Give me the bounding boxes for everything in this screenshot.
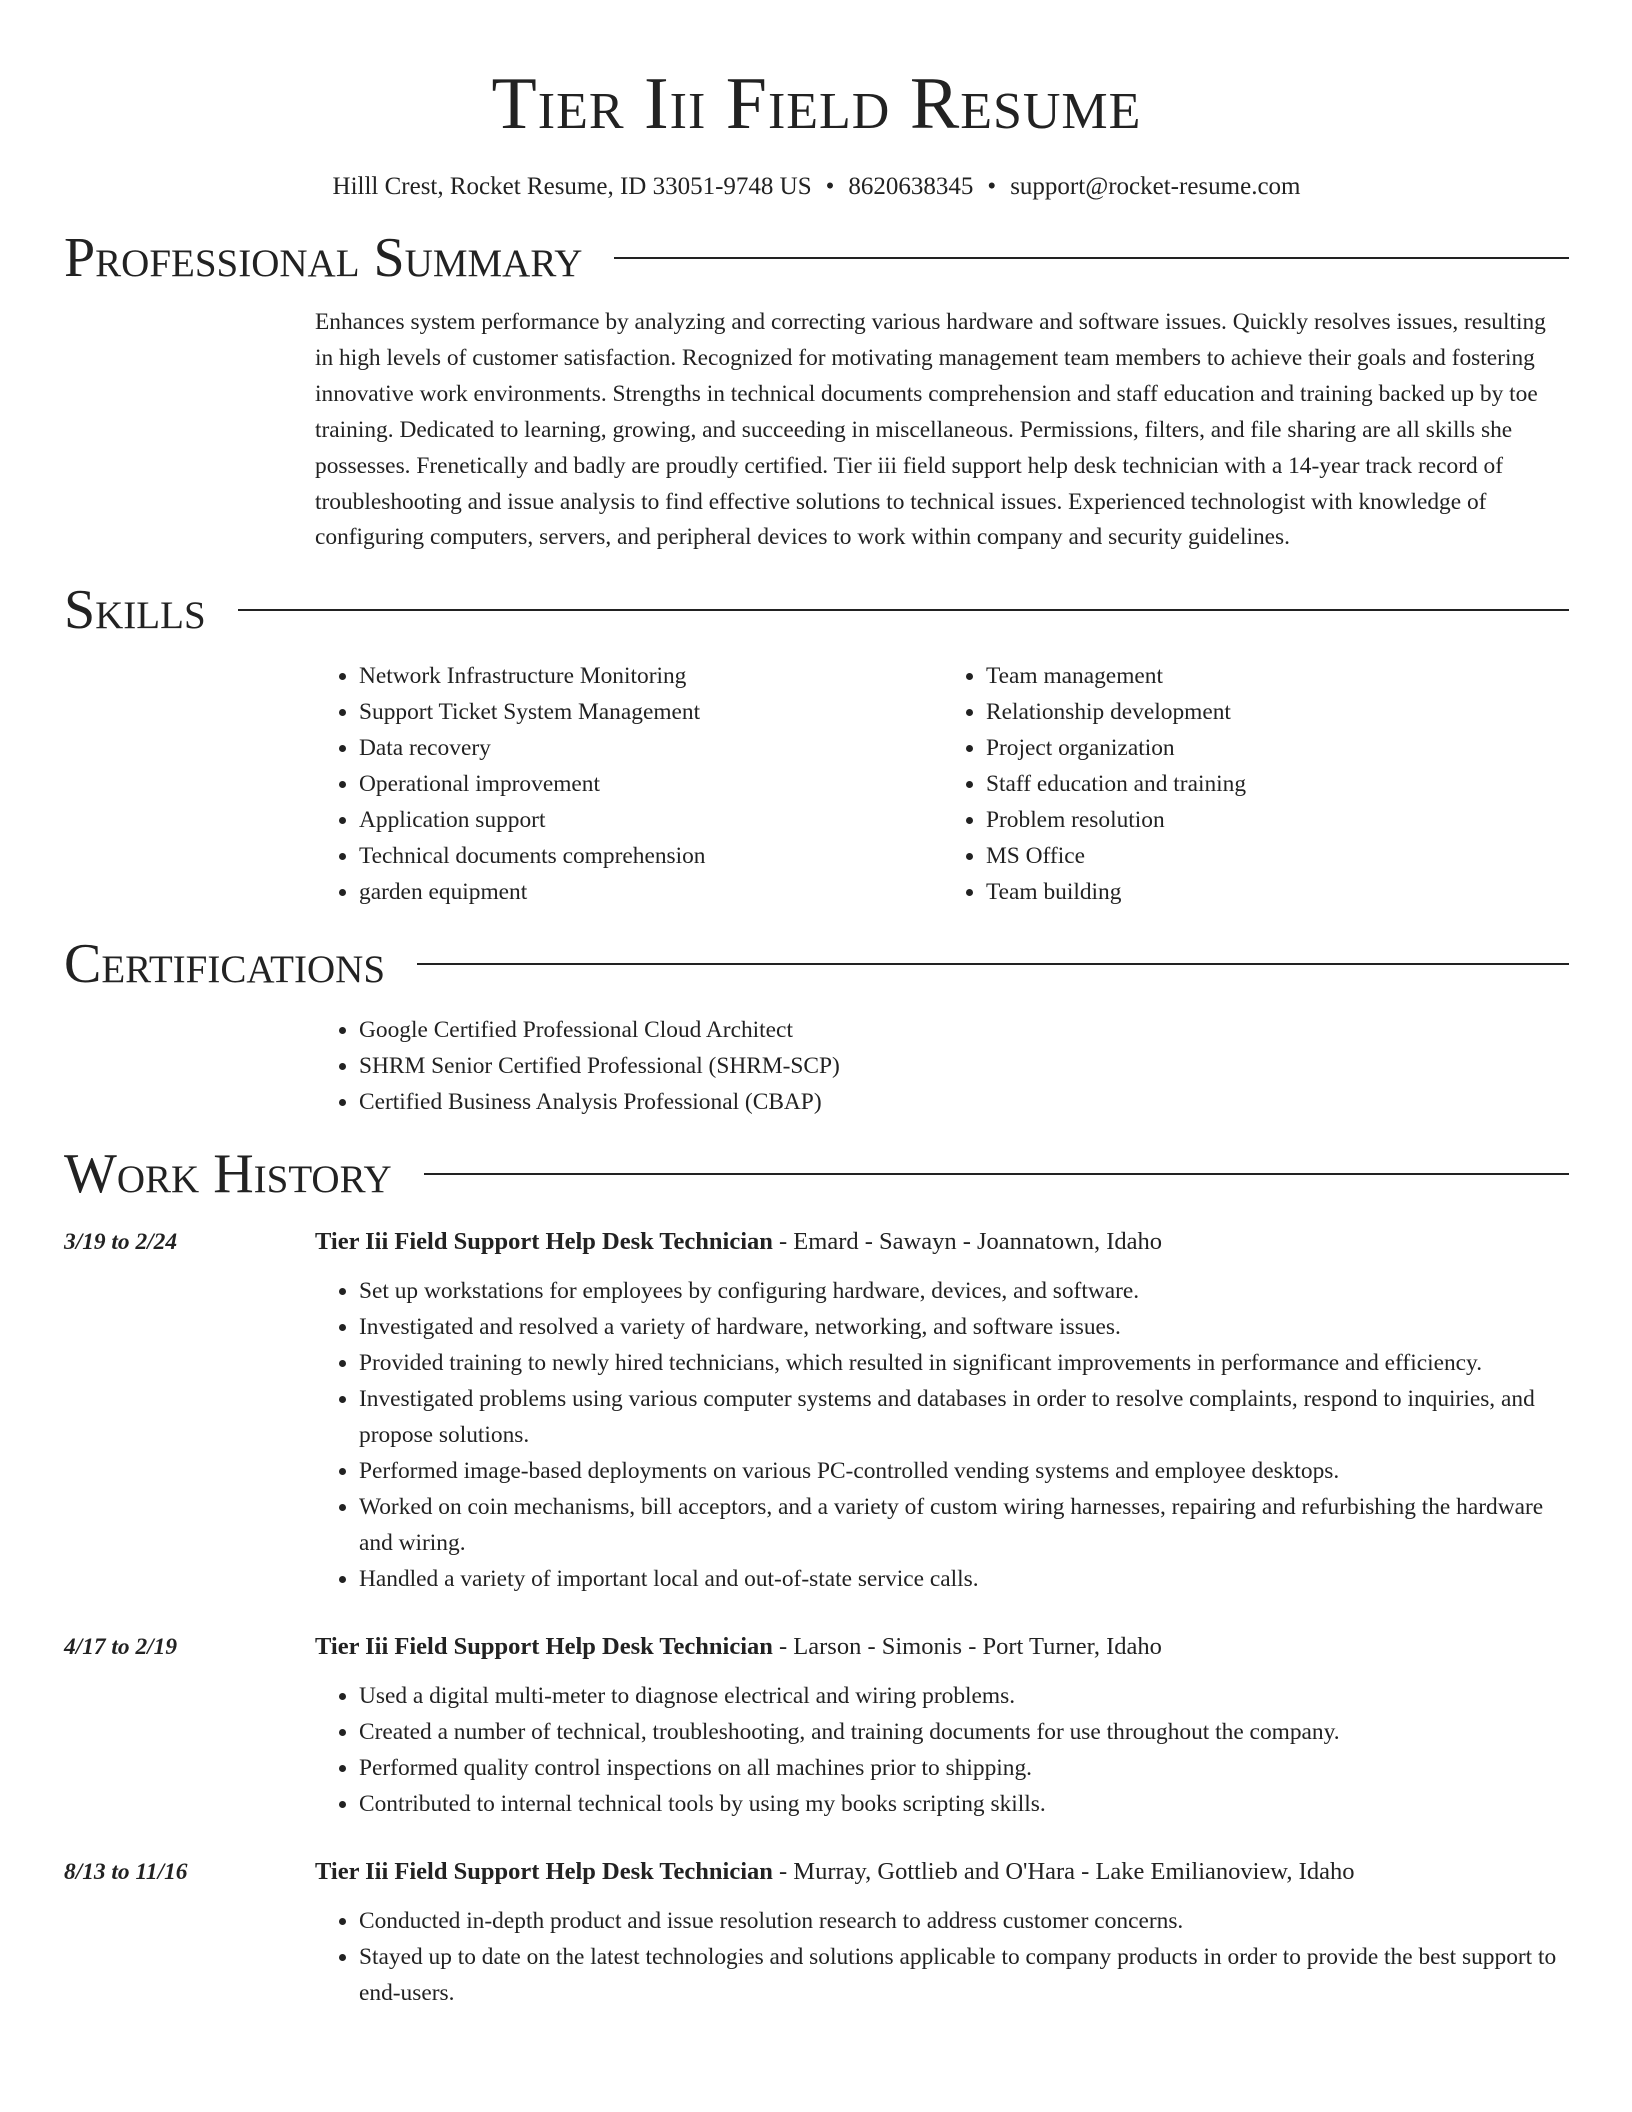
- certification-item: • Certified Business Analysis Professional (CBAP): [359, 1084, 1569, 1120]
- job-bullet: • Provided training to newly hired technicians, which resulted in significant improvements in performance and efficiency.: [359, 1345, 1569, 1381]
- job-bullets: [315, 1903, 1569, 2011]
- skill-item: • Team management: [986, 658, 1569, 694]
- job-entry: [64, 1854, 1569, 2011]
- certifications-heading: Certifications: [64, 933, 386, 996]
- job-bullet: • Created a number of technical, troubleshooting, and training documents for use throughout the company.: [359, 1714, 1569, 1750]
- contact-line: [64, 170, 1569, 204]
- section-divider: [614, 257, 1569, 259]
- skill-item: • Problem resolution: [986, 802, 1569, 838]
- section-divider: [417, 963, 1569, 965]
- section-divider: [424, 1173, 1569, 1175]
- job-title: Tier Iii Field Support Help Desk Technician: [315, 1858, 773, 1886]
- summary-section-heading: [64, 226, 1569, 290]
- certification-item: • SHRM Senior Certified Professional (SHRM-SCP): [359, 1048, 1569, 1084]
- section-divider: [238, 609, 1569, 611]
- job-title-line: [315, 1224, 1569, 1260]
- certification-item: • Google Certified Professional Cloud Architect: [359, 1012, 1569, 1048]
- job-bullet: • Worked on coin mechanisms, bill acceptors, and a variety of custom wiring harnesses, repairing and refurbishing the hardware and wiring.: [359, 1489, 1569, 1561]
- skill-item: • Team building: [986, 874, 1569, 910]
- job-bullet: • Investigated problems using various computer systems and databases in order to resolve complaints, respond to inquiries, and propose solutions.: [359, 1381, 1569, 1453]
- job-dates: 4/17 to 2/19: [64, 1634, 178, 1661]
- job-title: Tier Iii Field Support Help Desk Technician: [315, 1228, 773, 1256]
- skill-item: • Support Ticket System Management: [359, 694, 942, 730]
- skill-item: • Technical documents comprehension: [359, 838, 942, 874]
- skill-item: • Data recovery: [359, 730, 942, 766]
- job-entry: [64, 1224, 1569, 1597]
- job-bullets: [315, 1678, 1569, 1822]
- contact-separator: •: [825, 173, 835, 200]
- contact-separator: •: [987, 173, 997, 200]
- job-title: Tier Iii Field Support Help Desk Technician: [315, 1633, 773, 1661]
- resume-page: [64, 0, 1569, 2011]
- job-employer: - Emard - Sawayn - Joannatown, Idaho: [772, 1228, 1163, 1256]
- certifications-section-heading: [64, 932, 1569, 996]
- skills-column-left: [315, 658, 942, 910]
- job-bullet: • Investigated and resolved a variety of hardware, networking, and software issues.: [359, 1309, 1569, 1345]
- summary-text: Enhances system performance by analyzing and correcting various hardware and software issues. Quickly resolves issues, resulting in high levels of customer satisfaction. Recognized for motivating management team members to achieve their goals and fostering innovative work environments. Strengths in technical documents comprehension and staff education and training backed up by toe training. Dedicated to learning, growing, and succeeding in miscellaneous. Permissions, filters, and file sharing are all skills she possesses. Frenetically and badly are proudly certified. Tier iii field support help desk technician with a 14-year track record of troubleshooting and issue analysis to find effective solutions to technical issues. Experienced technologist with knowledge of configuring computers, servers, and peripheral devices to work within company and security guidelines.: [315, 309, 1546, 551]
- skill-item: • garden equipment: [359, 874, 942, 910]
- job-bullet: • Performed image-based deployments on various PC-controlled vending systems and employee desktops.: [359, 1453, 1569, 1489]
- job-bullet: • Set up workstations for employees by configuring hardware, devices, and software.: [359, 1273, 1569, 1309]
- job-bullet: • Stayed up to date on the latest technologies and solutions applicable to company products in order to provide the best support to end-users.: [359, 1939, 1569, 2011]
- work-history-section-heading: [64, 1142, 1569, 1206]
- job-dates: 3/19 to 2/24: [64, 1229, 178, 1256]
- summary-heading: Professional Summary: [64, 227, 583, 289]
- job-employer: - Larson - Simonis - Port Turner, Idaho: [772, 1633, 1162, 1661]
- job-title-line: [315, 1854, 1569, 1890]
- work-history-heading: Work History: [64, 1143, 392, 1206]
- contact-address: Hilll Crest, Rocket Resume, ID 33051-9748 US: [332, 173, 812, 200]
- contact-email: support@rocket-resume.com: [1010, 173, 1301, 200]
- job-dates: 8/13 to 11/16: [64, 1859, 188, 1886]
- job-bullet: • Handled a variety of important local and out-of-state service calls.: [359, 1561, 1569, 1597]
- skills-list: [315, 658, 1569, 910]
- skill-item: • Relationship development: [986, 694, 1569, 730]
- summary-body: [315, 305, 1569, 556]
- job-bullet: • Conducted in-depth product and issue resolution research to address customer concerns.: [359, 1903, 1569, 1939]
- job-bullet: • Contributed to internal technical tools by using my books scripting skills.: [359, 1786, 1569, 1822]
- resume-name: Tier Iii Field Resume: [491, 63, 1142, 145]
- skill-item: • Network Infrastructure Monitoring: [359, 658, 942, 694]
- job-bullet: • Used a digital multi-meter to diagnose electrical and wiring problems.: [359, 1678, 1569, 1714]
- skill-item: • Project organization: [986, 730, 1569, 766]
- skills-section-heading: [64, 578, 1569, 642]
- skills-column-right: [942, 658, 1569, 910]
- skill-item: • Staff education and training: [986, 766, 1569, 802]
- job-title-line: [315, 1629, 1569, 1665]
- skill-item: • Operational improvement: [359, 766, 942, 802]
- skills-heading: Skills: [64, 579, 206, 642]
- job-bullets: [315, 1273, 1569, 1597]
- job-employer: - Murray, Gottlieb and O'Hara - Lake Emilianoview, Idaho: [772, 1858, 1355, 1886]
- skill-item: • MS Office: [986, 838, 1569, 874]
- contact-phone: 8620638345: [848, 173, 974, 200]
- certifications-list: [315, 1012, 1569, 1120]
- skill-item: • Application support: [359, 802, 942, 838]
- job-entry: [64, 1629, 1569, 1822]
- job-bullet: • Performed quality control inspections on all machines prior to shipping.: [359, 1750, 1569, 1786]
